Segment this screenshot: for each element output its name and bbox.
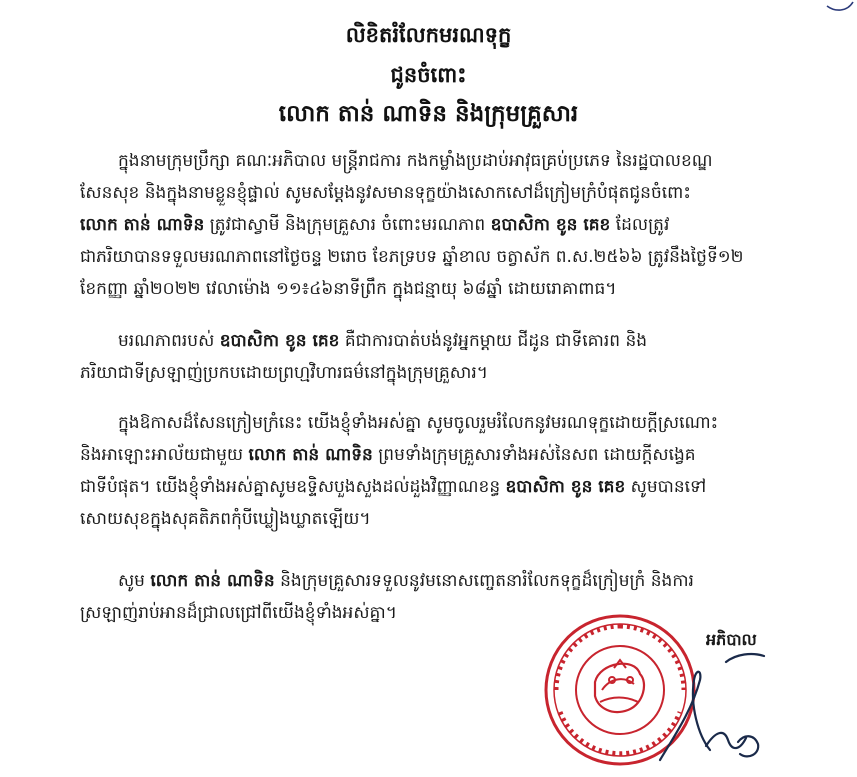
paragraph-2-line-2: ភរិយាជាទីស្រឡាញ់ប្រកបដោយព្រហ្មវិហារធម៌នៅក្នុងក្រុមគ្រួសារ។ [80, 363, 488, 383]
text-segment: គឺជាការបាត់បង់នូវអ្នកម្តាយ ជីដូន ជាទីគោរព និង [339, 331, 648, 351]
signatory-title: អភិបាល [706, 630, 757, 649]
recipient-name: លោក តាន់ ណាទិន [248, 445, 373, 465]
text-segment: និងអាឡោះអាល័យជាមួយ [80, 445, 249, 465]
text-segment: សូម [118, 571, 151, 591]
text-segment: ជាទីបំផុត។ យើងខ្ញុំទាំងអស់គ្នាសូមឧទ្ទិសបួងសួងដល់ដួងវិញ្ញាណខន្ធ [80, 477, 506, 497]
letter-recipient: លោក តាន់ ណាទិន និងក្រុមគ្រួសារ [278, 101, 579, 127]
deceased-name: ឧបាសិកា ខូន គេខ [505, 477, 626, 497]
text-segment: សូមបានទៅ [625, 477, 707, 497]
handwritten-signature [640, 650, 770, 768]
text-segment: ព្រមទាំងក្រុមគ្រួសារទាំងអស់នៃសព ដោយក្តីសង្វេគ [372, 445, 696, 465]
paragraph-1-line-1: ក្នុងនាមក្រុមប្រឹក្សា គណៈអភិបាល មន្ត្រីរាជការ កងកម្លាំងប្រដាប់អាវុធគ្រប់ប្រភេទ នៃរដ្ឋបាលខណ្ឌ [118, 151, 713, 171]
paragraph-4-line-1 [80, 565, 792, 597]
paragraph-3-line-3 [80, 471, 792, 503]
paragraph-4-line-2: ស្រឡាញ់រាប់អានដ៏ជ្រាលជ្រៅពីយើងខ្ញុំទាំងអស់គ្នា។ [80, 603, 397, 623]
letter-title: លិខិតរំលែកមរណទុក្ខ [345, 23, 512, 47]
paragraph-3-line-1: ក្នុងឱកាសដ៏សែនក្រៀមក្រំនេះ យើងខ្ញុំទាំងអស់គ្នា សូមចូលរួមរំលែកនូវមរណទុក្ខដោយក្តីស្រណោះ [118, 413, 719, 433]
corner-scribble [797, 0, 857, 14]
paragraph-2-line-1 [80, 325, 792, 357]
letter-addressed-to: ជូនចំពោះ [390, 63, 467, 87]
text-segment: និងក្រុមគ្រួសារទទួលនូវមនោសញ្ចេតនារំលែកទុក្ខដ៏ក្រៀមក្រំ និងការ [274, 571, 694, 591]
paragraph-1-line-2: សែនសុខ និងក្នុងនាមខ្លួនខ្ញុំផ្ទាល់ សូមសម្តែងនូវសមានទុក្ខយ៉ាងសោកសៅដ៏ក្រៀមក្រំបំផុតជូនចំពោះ [80, 183, 691, 203]
text-segment: ដែលត្រូវ [610, 215, 670, 235]
paragraph-3-line-4: សោយសុខក្នុងសុគតិភពកុំបីឃ្លៀងឃ្លាតឡើយ។ [80, 509, 371, 529]
text-segment: មរណភាពរបស់ [118, 331, 220, 351]
paragraph-1-line-5: ខែកញ្ញា ឆ្នាំ២០២២ វេលាម៉ោង ១១៖៤៦នាទីព្រឹក ក្នុងជន្មាយុ ៦៨ឆ្នាំ ដោយរោគាពាធ។ [80, 279, 617, 299]
deceased-name: ឧបាសិកា ខូន គេខ [219, 331, 340, 351]
paragraph-3 [80, 407, 792, 535]
recipient-name: លោក តាន់ ណាទិន [80, 215, 205, 235]
paragraph-1-line-3 [80, 209, 792, 241]
text-segment: ត្រូវជាស្វាមី និងក្រុមគ្រួសារ ចំពោះមរណភាព [204, 215, 491, 235]
paragraph-1-line-4: ជាភរិយាបានទទួលមរណភាពនៅថ្ងៃចន្ទ ២រោច ខែភទ្របទ ឆ្នាំខាល ចត្វាស័ក ព.ស.២៥៦៦ ត្រូវនឹងថ្ងៃទី១២ [80, 247, 744, 267]
deceased-name: ឧបាសិកា ខូន គេខ [490, 215, 611, 235]
recipient-name: លោក តាន់ ណាទិន [150, 571, 275, 591]
paragraph-1 [80, 145, 792, 305]
paragraph-3-line-2 [80, 439, 792, 471]
paragraph-2 [80, 325, 792, 389]
